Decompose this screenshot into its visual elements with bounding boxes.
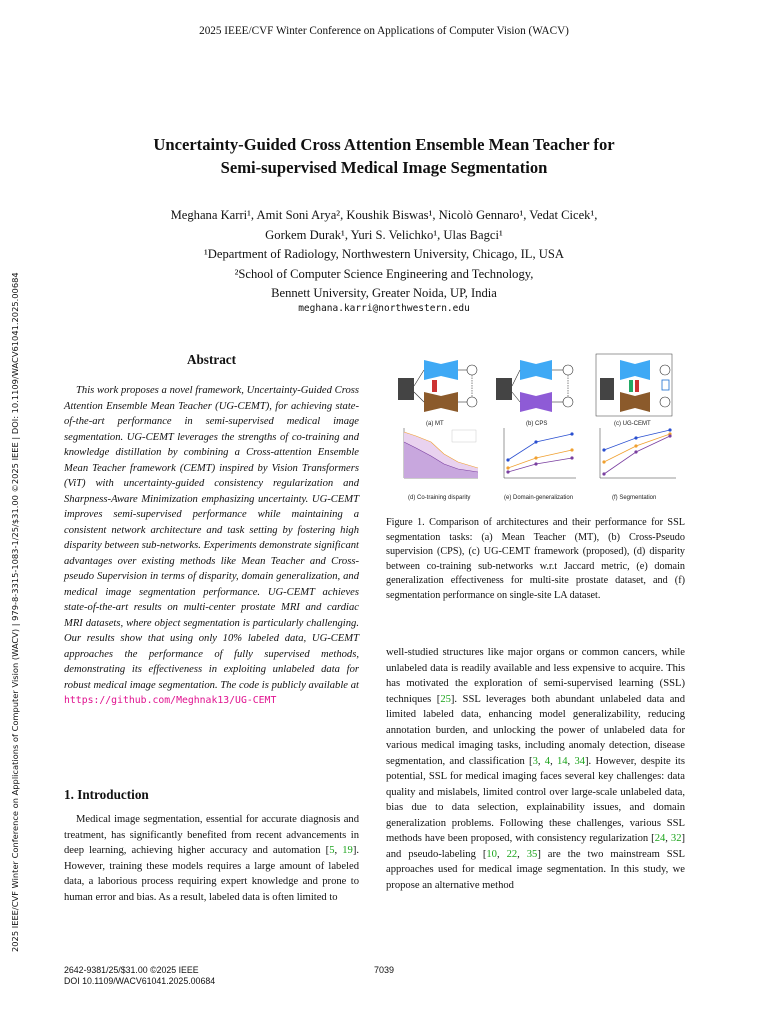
ugcemt-student [620,392,635,412]
student-decoder [441,392,458,412]
author-block [70,206,698,304]
introduction-paragraph [64,812,359,905]
citation[interactable]: 10 [486,848,497,860]
panel-c-diagram [596,354,672,427]
panel-a-diagram [398,360,477,427]
cps-net-1 [520,360,536,380]
body-text: ]. SSL leverages both abundant unlabeled data and limited labeled data, enhancing model generalizability, reducing annotation burden, and unlocking the power of unlabeled data for various medical imaging tasks, including anomaly detection, disease segmentation, and classification [ [386,693,686,767]
citation-separator: , [537,755,545,767]
footer-doi: DOI 10.1109/WACV61041.2025.00684 [64,975,216,986]
citation[interactable]: 22 [506,848,518,860]
intro-text: Medical image segmentation, essential for accurate diagnosis and treatment, has significantly benefited from recent advancements in deep learning, achieving higher accuracy and automation [ [64,814,359,856]
abstract-body [64,383,359,709]
legend [452,430,476,442]
ugcemt-teacher [620,360,635,380]
body-text: well-studied structures like major organs or common cancers, while unlabeled data is readily available and less expensive to acquire. This has motivated the exploration of semi-supervised learning (SSL) techniques [ [386,647,685,705]
citation-separator: , [517,848,527,860]
body-text: ]. However, despite its potential, SSL for medical imaging faces several key challenges: data quality and mislabels, limited control over large-scale unlabeled data, bias due to data selection, explainability issues, and domain generalization problems. Following these challenges, various SSL methods have been proposed, with consistency regularization [ [386,755,685,844]
title-line-2: Semi-supervised Medical Image Segmentation [220,158,548,177]
series-mt [508,450,572,468]
citation[interactable]: 24 [654,833,666,844]
citation[interactable]: 3 [532,755,538,767]
citation[interactable]: 4 [544,755,551,767]
doi-sidebar: 2025 IEEE/CVF Winter Conference on Applications of Computer Vision (WACV) | 979-8-3315-1083-1/25/$31.00 ©2025 IEEE | DOI: 10.1109/WACV61041.2025.00684 [10,272,20,952]
affiliation-2: ²School of Computer Science Engineering and Technology, [234,266,534,281]
authors-line-1: Meghana Karri¹, Amit Soni Arya², Koushik Biswas¹, Nicolò Gennaro¹, Vedat Cicek¹, [170,208,598,222]
cps-net-2 [520,392,536,412]
panel-e-label: (e) Domain-generalization [504,495,574,501]
citation[interactable]: 14 [556,755,568,767]
panel-d-chart [404,428,478,501]
citation[interactable]: 25 [440,693,451,705]
citation-separator: , [665,833,671,844]
student-encoder [424,392,441,412]
panel-f-chart [600,428,676,501]
code-link[interactable]: https://github.com/Meghnak13/UG-CEMT [64,695,277,706]
citation[interactable]: 5 [329,845,335,856]
body-text: ] and pseudo-labeling [ [386,833,686,860]
conference-header: 2025 IEEE/CVF Winter Conference on Applications of Computer Vision (WACV) [199,25,569,37]
panel-f-label: (f) Segmentation [612,495,657,501]
citation-separator: , [550,755,557,767]
citation-separator: , [496,848,507,860]
citation[interactable]: 32 [670,833,682,844]
ema-arrow [432,380,437,392]
citation[interactable]: 34 [574,755,586,767]
teacher-encoder [424,360,441,380]
intro-text: ]. However, training these models requires a large amount of labeled data, a laborious process requiring expert knowledge and prone to human error and bias. As a result, labeled data is often limited to [64,845,359,903]
paper-title [60,133,708,179]
panel-b-label: (b) CPS [526,421,548,427]
citation-separator: , [334,845,343,856]
abstract-text: This work proposes a novel framework, Uncertainty-Guided Cross Attention Ensemble Mean Teacher (UG-CEMT), for achieving state-of-the-art performance in semi-supervised medical image segmentation. UG-CEMT leverages the strengths of co-training and knowledge distillation by combining a Cross-attention Ensemble Mean Teacher framework (CEMT) inspired by Vision Transformers (ViT) with uncertainty-guided consistency regularization and Sharpness-Aware Minimization emphasizing uncertainty. UG-CEMT improves semi-supervised performance while maintaining a consistent network architecture and task setting by fostering high disparity between sub-networks. Experiments demonstrate significant advantages over existing methods like Mean Teacher and Cross-pseudo Supervision in terms of disparity, domain generalization, and medical image segmentation performance. UG-CEMT achieves state-of-the-art results on multi-center prostate MRI and cardiac MRI datasets, where object segmentation is particularly challenging. Our results show that using only 10% labeled data, UG-CEMT approaches the performance of fully supervised methods, demonstrating its effectiveness in exploiting unlabeled data for robust medical image segmentation. The code is publicly available at [64,385,359,691]
affiliation-1: ¹Department of Radiology, Northwestern University, Chicago, IL, USA [204,247,564,261]
figure-1 [386,350,686,510]
page-number: 7039 [373,965,395,975]
intro-right-column [386,645,685,893]
panel-a-label: (a) MT [426,421,444,427]
teacher-decoder [441,360,458,380]
panel-c-label: (c) UG-CEMT [614,421,651,427]
teacher-output [467,365,477,375]
citation[interactable]: 35 [526,848,538,860]
body-text: ] are the two mainstream SSL approaches used for medical image segmentation. In this study, we propose an alternative method [386,848,686,891]
series-cps [604,436,670,474]
uncertainty-block [662,380,669,390]
series-ugcemt [508,434,572,460]
affiliation-3: Bennett University, Greater Noida, UP, India [271,286,497,300]
panel-d-label: (d) Co-training disparity [408,495,471,501]
figure-caption: Figure 1. Comparison of architectures and their performance for SSL segmentation tasks: (a) Mean Teacher (MT), (b) Cross-Pseudo supervision (CPS), (c) UG-CEMT framework (proposed), (d) disparity between co-training sub-networks w.r.t Jaccard metric, (e) domain generalization effectiveness for multi-site prostate dataset, and (f) segmentation performance on single-site LA dataset. [386,517,685,601]
input-image [398,378,414,400]
student-output [467,397,477,407]
title-line-1: Uncertainty-Guided Cross Attention Ensemble Mean Teacher for [153,135,615,154]
series-cps [508,458,572,472]
cross-attention-block [629,380,633,392]
citation-separator: , [567,755,575,767]
panel-e-chart [504,428,576,501]
panel-b-diagram [496,360,573,427]
authors-line-2: Gorkem Durak¹, Yuri S. Velichko¹, Ulas Bagci¹ [265,227,503,242]
footer-issn: 2642-9381/25/$31.00 ©2025 IEEE [64,965,199,975]
abstract-heading: Abstract [186,352,237,367]
citation[interactable]: 19 [342,845,353,856]
author-email[interactable]: meghana.karri@northwestern.edu [298,303,470,314]
section-heading-introduction: 1. Introduction [64,787,149,802]
